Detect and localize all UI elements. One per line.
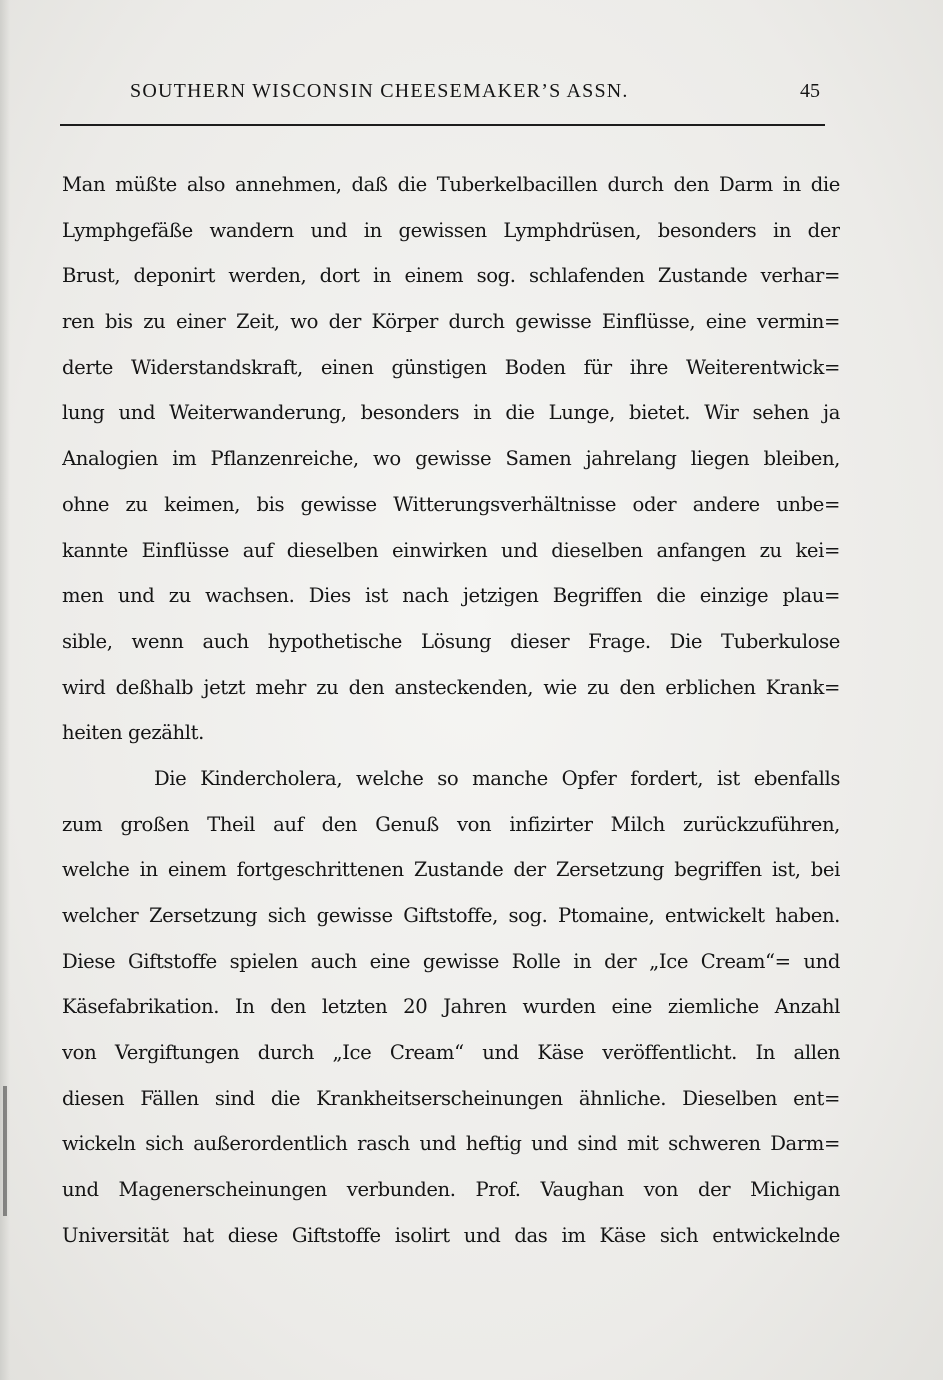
running-head (118, 80, 838, 110)
text-line: Diese Giftstoffe spielen auch eine gewisse Rolle in der „Ice Cream“= und (62, 949, 840, 973)
text-line: wickeln sich außerordentlich rasch und heftig und sind mit schweren Darm= (62, 1132, 840, 1156)
text-line: ohne zu keimen, bis gewisse Witterungsverhältnisse oder andere unbe= (62, 492, 840, 516)
text-line: derte Widerstandskraft, einen günstigen Boden für ihre Weiterentwick= (62, 355, 840, 379)
text-line: men und zu wachsen. Dies ist nach jetzigen Begriffen die einzige plau= (62, 584, 840, 608)
header-rule (60, 124, 825, 126)
binding-edge-mark (3, 1086, 7, 1216)
text-line: lung und Weiterwanderung, besonders in die Lunge, bietet. Wir sehen ja (62, 401, 840, 425)
text-line: Man müßte also annehmen, daß die Tuberkelbacillen durch den Darm in die (62, 173, 840, 196)
running-head-title: SOUTHERN WISCONSIN CHEESEMAKER’S ASSN. (130, 80, 629, 102)
paragraph-first-line: Die Kindercholera, welche so manche Opfer fordert, ist ebenfalls (154, 766, 840, 790)
body-text (62, 162, 840, 1259)
text-line: von Vergiftungen durch „Ice Cream“ und Käse veröffentlicht. In allen (62, 1041, 840, 1065)
text-line: ren bis zu einer Zeit, wo der Körper durch gewisse Einflüsse, eine vermin= (62, 310, 840, 334)
text-line: wird deßhalb jetzt mehr zu den ansteckenden, wie zu den erblichen Krank= (62, 675, 840, 699)
text-line: sible, wenn auch hypothetische Lösung dieser Frage. Die Tuberkulose (62, 629, 840, 653)
text-line: diesen Fällen sind die Krankheitserscheinungen ähnliche. Dieselben ent= (62, 1086, 840, 1110)
text-line: kannte Einflüsse auf dieselben einwirken und dieselben anfangen zu kei= (62, 538, 840, 562)
text-line: zum großen Theil auf den Genuß von infizirter Milch zurückzuführen, (62, 812, 840, 836)
text-line: Universität hat diese Giftstoffe isolirt und das im Käse sich entwickelnde (62, 1223, 840, 1247)
text-line: welcher Zersetzung sich gewisse Giftstoffe, sog. Ptomaine, entwickelt haben. (62, 904, 840, 927)
text-line: heiten gezählt. (62, 721, 204, 745)
text-line: Lymphgefäße wandern und in gewissen Lymphdrüsen, besonders in der (62, 218, 840, 242)
text-line: Analogien im Pflanzenreiche, wo gewisse Samen jahrelang liegen bleiben, (62, 447, 840, 471)
text-line: Brust, deponirt werden, dort in einem sog. schlafenden Zustande verhar= (62, 264, 840, 288)
page-number: 45 (800, 80, 820, 102)
text-line: Käsefabrikation. In den letzten 20 Jahren wurden eine ziemliche Anzahl (62, 995, 840, 1019)
text-line: und Magenerscheinungen verbunden. Prof. Vaughan von der Michigan (62, 1178, 840, 1202)
text-line: welche in einem fortgeschrittenen Zustande der Zersetzung begriffen ist, bei (62, 858, 840, 882)
